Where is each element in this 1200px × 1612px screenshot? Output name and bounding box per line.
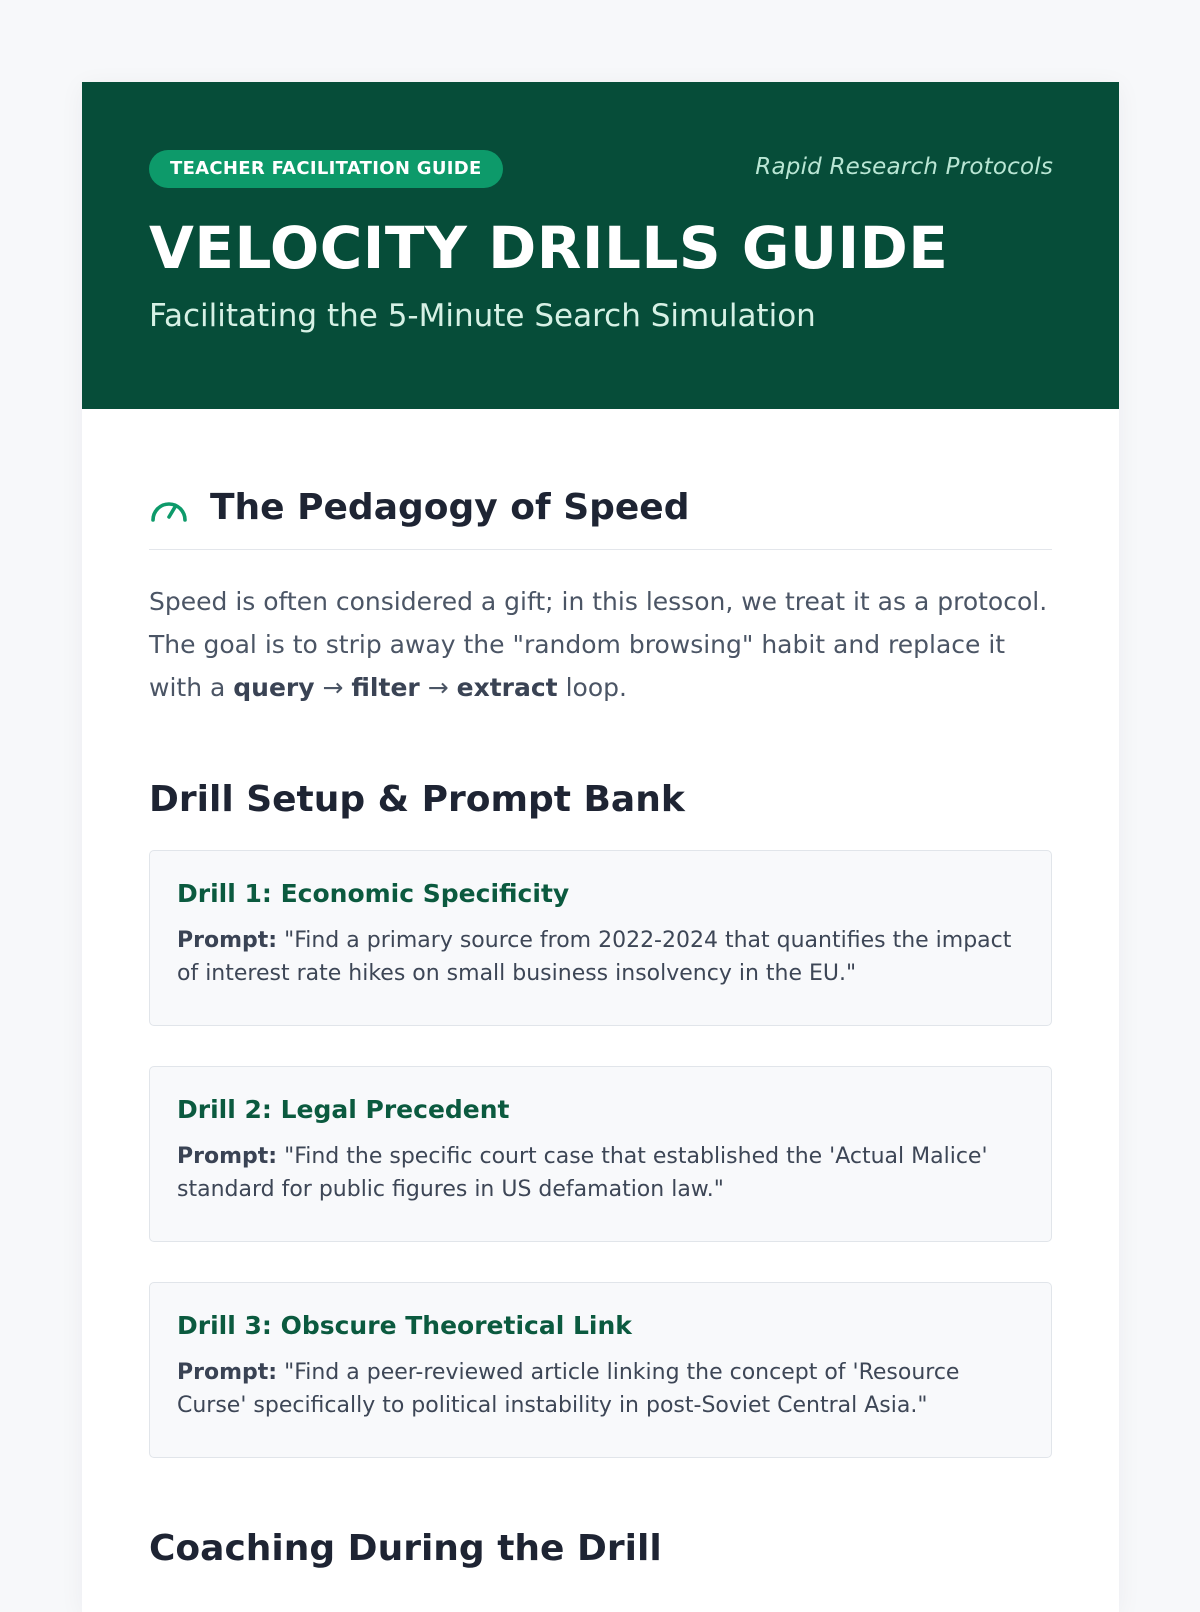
- prompt-label: Prompt:: [177, 1360, 278, 1385]
- drill-prompt: [177, 1140, 1024, 1206]
- drill-prompt: [177, 924, 1024, 990]
- hero-banner: [82, 82, 1119, 409]
- prompt-text: "Find the specific court case that established the 'Actual Malice' standard for public figures in US defamation law.": [177, 1144, 988, 1202]
- speedometer-icon: [149, 490, 189, 524]
- prompt-label: Prompt:: [177, 1144, 278, 1169]
- loop-step-query: query: [233, 673, 315, 702]
- pedagogy-text-tail: loop.: [557, 673, 627, 702]
- pedagogy-text-lead: Speed is often considered a gift; in this lesson, we treat it as a protocol. The goal is to strip away the "random browsing" habit and replace it with a: [149, 587, 1048, 702]
- prompt-label: Prompt:: [177, 928, 278, 953]
- guide-card: [82, 82, 1119, 1612]
- pedagogy-heading: [149, 479, 1052, 550]
- guide-content: [82, 409, 1119, 1569]
- page-subtitle: Facilitating the 5-Minute Search Simulation: [149, 298, 816, 334]
- coaching-heading: Coaching During the Drill: [149, 1528, 662, 1569]
- drill-setup-heading: Drill Setup & Prompt Bank: [149, 779, 685, 820]
- drill-card: [149, 1066, 1052, 1242]
- loop-step-extract: extract: [456, 673, 558, 702]
- prompt-text: "Find a peer-reviewed article linking the concept of 'Resource Curse' specifically to political instability in post-Soviet Central Asia.": [177, 1360, 960, 1418]
- loop-arrow: →: [427, 673, 449, 702]
- drill-title: Drill 2: Legal Precedent: [177, 1095, 510, 1124]
- series-label: Rapid Research Protocols: [755, 154, 1053, 180]
- drill-title: Drill 3: Obscure Theoretical Link: [177, 1311, 632, 1340]
- pedagogy-title: The Pedagogy of Speed: [210, 486, 690, 528]
- loop-arrow: →: [322, 673, 344, 702]
- pedagogy-text: [149, 580, 1052, 709]
- drill-title: Drill 1: Economic Specificity: [177, 879, 570, 908]
- drill-card: [149, 1282, 1052, 1458]
- guide-type-badge: TEACHER FACILITATION GUIDE: [149, 150, 503, 188]
- drill-card: [149, 850, 1052, 1026]
- loop-step-filter: filter: [351, 673, 420, 702]
- page-title: VELOCITY DRILLS GUIDE: [149, 214, 949, 282]
- prompt-text: "Find a primary source from 2022-2024 that quantifies the impact of interest rate hikes on small business insolvency in the EU.": [177, 928, 1012, 986]
- drill-prompt: [177, 1356, 1024, 1422]
